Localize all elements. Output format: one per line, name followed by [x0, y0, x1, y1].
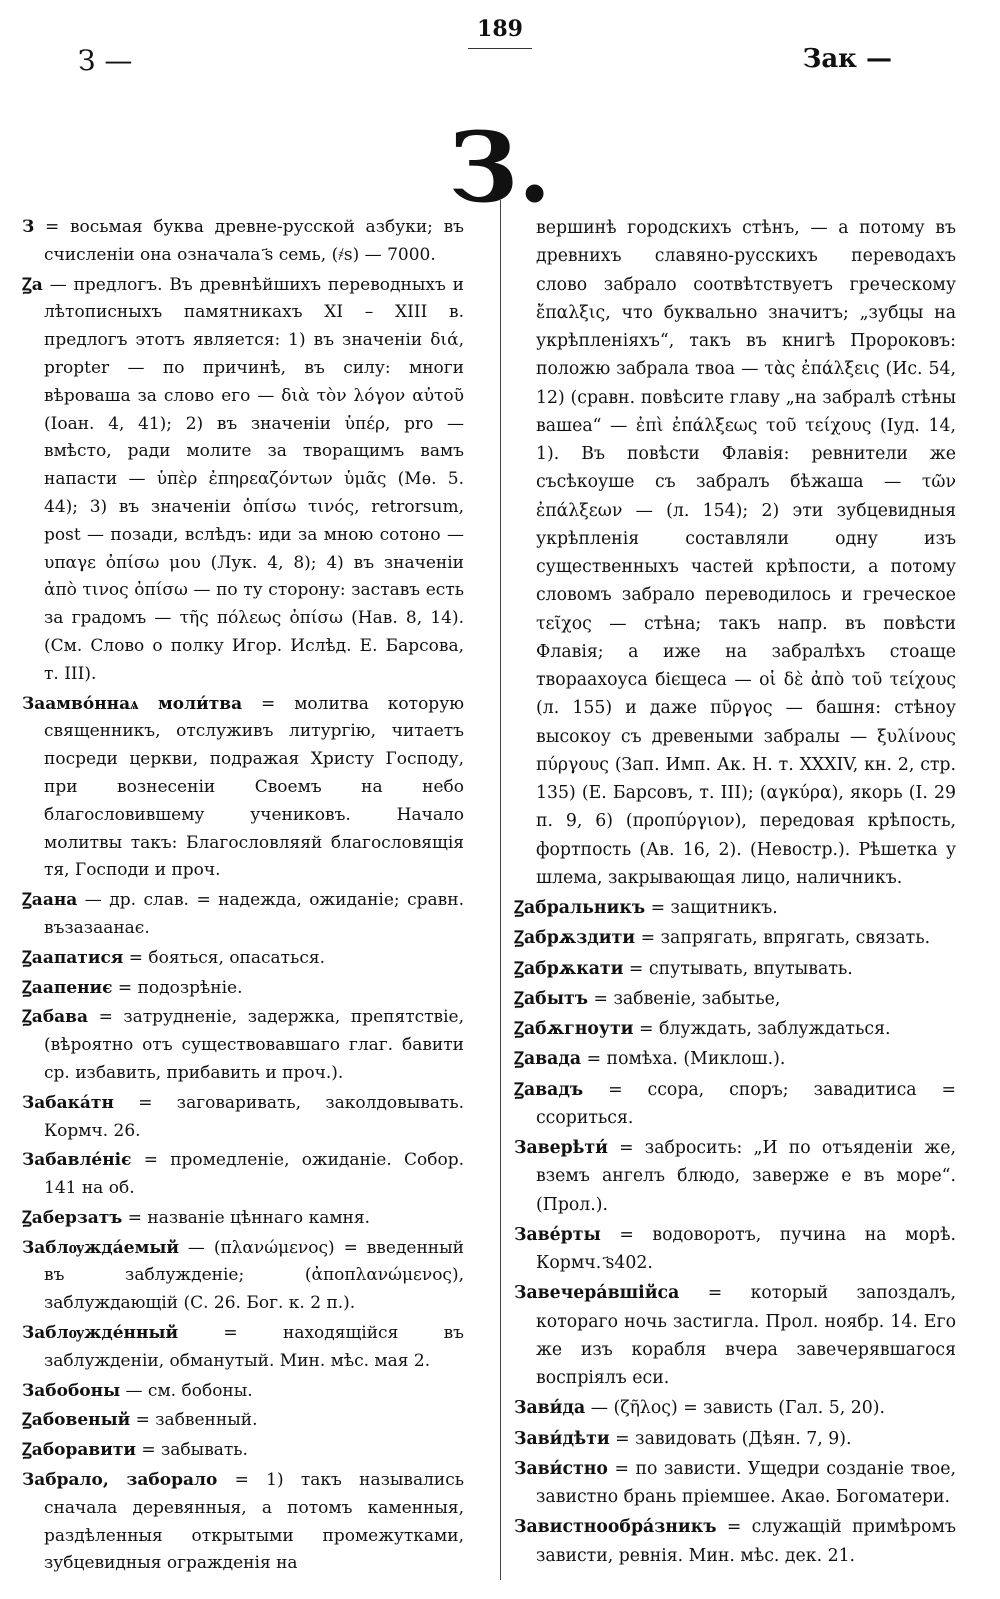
- entry-definition: — (ζῆλος) = зависть (Гал. 5, 20).: [585, 1398, 885, 1419]
- entry-definition: — см. бобоны.: [120, 1380, 253, 1401]
- dictionary-entry: [514, 1425, 956, 1453]
- dictionary-entry: [514, 1279, 956, 1392]
- running-header-left: З —: [78, 44, 133, 77]
- entry-headword: Ꙁаборавити: [22, 1440, 136, 1461]
- entry-definition: = восьмая буква древне-русской азбуки; въ счисленіи она означала ҃ѕ семь, (҂ѕ) — 7000.: [34, 217, 464, 265]
- page-number: 189: [477, 16, 523, 42]
- dictionary-entry: [22, 1205, 464, 1233]
- entry-headword: Забрало, заборало: [22, 1470, 218, 1491]
- column-divider: [500, 200, 501, 1580]
- entry-headword: Ꙁавадъ: [514, 1079, 584, 1100]
- dictionary-entry: [514, 1221, 956, 1278]
- dictionary-entry: [514, 1134, 956, 1219]
- entry-headword: Забобоны: [22, 1380, 121, 1401]
- entry-headword: Зави́дѣти: [514, 1428, 610, 1449]
- entry-definition: = находящійся въ заблужденіи, обманутый. Мин. мѣс. мая 2.: [44, 1323, 464, 1371]
- entry-definition: = заговаривать, заколдовывать. Кормч. 26.: [44, 1092, 464, 1141]
- entry-headword: Ꙁабытъ: [514, 988, 588, 1009]
- dictionary-entry: [514, 1513, 956, 1570]
- entry-definition: = молитва которую священникъ, отслуживъ литургію, читаетъ посреди церкви, подражая Христу Господу, при вознесеніи Своемъ на небо благословившему учениковъ. Начало молитвы такъ: Благословляяй благословящія тя, Господи и проч.: [44, 693, 464, 881]
- entry-definition: — др. слав. = надежда, ожиданіе; сравн. възазаанає.: [44, 890, 464, 938]
- entry-headword: Завистнообра́зникъ: [514, 1517, 717, 1538]
- dictionary-entry: [22, 945, 464, 973]
- dictionary-entry: [22, 691, 464, 886]
- entry-definition: = спутывать, впутывать.: [623, 958, 853, 979]
- entry-headword: Ꙁабѫгноути: [514, 1019, 634, 1039]
- entry-definition: = блуждать, заблуждаться.: [633, 1019, 891, 1039]
- entry-headword: Зави́да: [514, 1398, 586, 1419]
- entry-definition: = помѣха. (Миклош.).: [581, 1049, 786, 1070]
- entry-definition: = 1) такъ назывались сначала деревянныя, а потомъ каменныя, раздѣленныя открытыми промежутками, зубцевидныя огражденія на: [44, 1470, 464, 1574]
- entry-definition: = забвенный.: [130, 1410, 258, 1431]
- dictionary-entry: [22, 214, 464, 270]
- dictionary-entry: [22, 1467, 464, 1578]
- entry-headword: Ꙁабральникъ: [514, 898, 646, 918]
- entry-headword: Ꙁаана: [22, 890, 78, 911]
- entry-definition: = бояться, опасаться.: [123, 947, 325, 968]
- entry-headword: Ꙁабрѫздити: [514, 928, 636, 949]
- dictionary-entry: [22, 1090, 464, 1146]
- entry-headword: З: [22, 217, 35, 237]
- dictionary-entry: [514, 924, 956, 952]
- entry-definition: = затрудненіе, задержка, препятствіе, (вѣроятно отъ существовавшаго глаг. бавити ср. избавить, прибавить и проч.).: [44, 1007, 464, 1083]
- dictionary-entry: [22, 887, 464, 943]
- entry-definition: = забывать.: [135, 1440, 248, 1461]
- entry-definition: вершинѣ городскихъ стѣнъ, — а потому въ древнихъ славяно-русскихъ переводахъ слово забрало соотвѣтствуетъ греческому ἔπαλξις, что буквально значитъ; „зубцы на укрѣпленіяхъ“, такъ въ книгѣ Пророковъ: положю забрала твоа — τὰς ἐπάλξεις (Ис. 54, 12) (сравн. повѣсите главу „на забралѣ стѣны вашеа“ — ἐπὶ ἐπάλξεως τοῦ τείχους (Іуд. 14, 1). Въ повѣсти Флавія: ревнители же съсѣкоуше съ забралъ бѣжаша — τῶν ἐπάλξεων — (л. 154); 2) эти зубцевидныя укрѣпленія составляли одну изъ существенныхъ частей крѣпости, а потому словомъ забрало переводилось и греческое τεῖχος — стѣна; такъ напр. въ повѣсти Флавія; а иже на забралѣхъ стоаще твораахоуса бієщеса — οἱ δὲ ἀπὸ τοῦ τείχους (л. 155) и даже πῦργος — башня: стѣноу высокоу съ древеными забралы — ξυλίνους πύργους (Зап. Имп. Ак. Н. т. XXXIV, кн. 2, стр. 135) (Е. Барсовъ, т. III); (αγκύρα), якорь (І. 29 п. 9, 6) (προπύργιον), передовая крѣпость, фортпость (Ав. 16, 2). (Невостр.). Рѣшетка у шлема, закрывающая лицо, наличникъ.: [536, 218, 956, 888]
- dictionary-entry: [22, 1004, 464, 1087]
- entry-definition: = запрягать, впрягать, связать.: [635, 928, 931, 949]
- entry-headword: Заверҍти́: [514, 1138, 608, 1158]
- entry-headword: Ꙁабава: [22, 1007, 89, 1028]
- dictionary-entry: [514, 894, 956, 922]
- dictionary-entry: [22, 1378, 464, 1406]
- entry-definition: — предлогъ. Въ древнѣйшихъ переводныхъ и лѣтописныхъ памятникахъ XI – XIII в. предлогъ этотъ является: 1) въ значеніи διά, propter — по причинѣ, въ силу: многи вѣроваша за слово его — διὰ τὸν λόγον αὐτοῦ (Іоан. 4, 41); 2) въ значеніи ὑπέρ, pro — вмѣсто, ради молите за творащимъ вамъ напасти — ὑπὲρ ἐπηρεαζόντων ὑμᾶς (Мѳ. 5. 44); 3) въ значеніи ὀπίσω τινός, retrorsum, post — позади, вслѣдъ: иди за мною сотоно — υπαγε ὀπίσω μου (Лук. 4, 8); 4) въ значеніи ἀπὸ τινος ὀπίσω — по ту сторону: заставъ есть за градомъ — τῆς πόλεως ὀπίσω (Нав. 8, 14). (См. Слово о полку Игор. Ислѣд. Е. Барсова, т. III).: [42, 274, 464, 684]
- entry-definition: = завидовать (Дѣян. 7, 9).: [609, 1428, 852, 1449]
- section-letter: З.: [448, 111, 552, 224]
- entry-headword: Ꙁабовеный: [22, 1410, 131, 1431]
- dictionary-entry: [22, 1235, 464, 1318]
- dictionary-entry: [22, 1437, 464, 1465]
- page-number-rule: [468, 48, 532, 49]
- dictionary-entry: [514, 1076, 956, 1133]
- entry-headword: Заве́рты: [514, 1224, 601, 1245]
- dictionary-entry: [514, 1394, 956, 1422]
- entry-headword: Забака́тн: [22, 1092, 114, 1113]
- right-column: [514, 214, 956, 1572]
- dictionary-entry: [22, 272, 464, 689]
- entry-definition: = подозрѣніе.: [112, 977, 243, 998]
- entry-headword: Зави́стно: [514, 1458, 608, 1479]
- entry-definition: = служащій примѣромъ зависти, ревнія. Мин. мѣс. дек. 21.: [536, 1517, 956, 1566]
- entry-definition: = забросить: „И по отъяденіи же, вземъ ангелъ блюдо, заверже е въ море“. (Прол.).: [536, 1138, 956, 1215]
- entry-definition: = промедленіе, ожиданіе. Собор. 141 на об.: [44, 1150, 464, 1199]
- entry-headword: Ꙁаапениє: [22, 977, 113, 998]
- entry-headword: Забавле́ніє: [22, 1150, 132, 1171]
- dictionary-entry: [514, 955, 956, 983]
- entry-headword: Заамво́ннаѧ моли́тва: [22, 693, 243, 714]
- entry-definition: = который запоздалъ, котораго ночь застигла. Прол. ноябр. 14. Его же изъ корабля вчера завечерявшагося воспріялъ еси.: [536, 1283, 956, 1388]
- entry-headword: Завечера́вшійса: [514, 1283, 680, 1304]
- dictionary-entry: [514, 1045, 956, 1073]
- entry-definition: — (πλανώμενος) = введенный въ заблужденіе; (ἀποπλανώμενος), заблуждающій (С. 26. Бог. к. 2 п.).: [44, 1237, 464, 1314]
- entry-definition: = забвеніе, забытье,: [587, 988, 781, 1009]
- entry-definition: = ссора, споръ; завадитиса = ссориться.: [536, 1079, 956, 1128]
- left-column: [22, 214, 464, 1580]
- running-header-right: Зак —: [802, 44, 892, 74]
- dictionary-entry: [514, 214, 956, 892]
- dictionary-entry: [514, 1455, 956, 1512]
- entry-definition: = водоворотъ, пучина на морѣ. Кормч. ҃ѕ402.: [536, 1224, 956, 1273]
- entry-headword: Заблѹжда́емый: [22, 1237, 179, 1258]
- entry-definition: = названіе цѣннаго камня.: [122, 1207, 371, 1228]
- entry-headword: Ꙁаапатися: [22, 947, 124, 968]
- entry-definition: = по зависти. Ущедри созданіе твое, завистно брань пріемшее. Акаѳ. Богоматери.: [536, 1458, 956, 1507]
- entry-headword: Ꙁавада: [514, 1049, 582, 1070]
- entry-headword: Ꙁа: [22, 274, 43, 295]
- dictionary-entry: [514, 1015, 956, 1043]
- dictionary-entry: [22, 975, 464, 1003]
- dictionary-entry: [514, 985, 956, 1013]
- dictionary-entry: [22, 1147, 464, 1203]
- entry-headword: Ꙁабрѫкати: [514, 958, 624, 979]
- dictionary-entry: [22, 1407, 464, 1435]
- entry-definition: = защитникъ.: [645, 898, 778, 918]
- dictionary-entry: [22, 1320, 464, 1376]
- entry-headword: Заблѹжде́нный: [22, 1323, 179, 1344]
- entry-headword: Ꙁаберзатъ: [22, 1207, 123, 1228]
